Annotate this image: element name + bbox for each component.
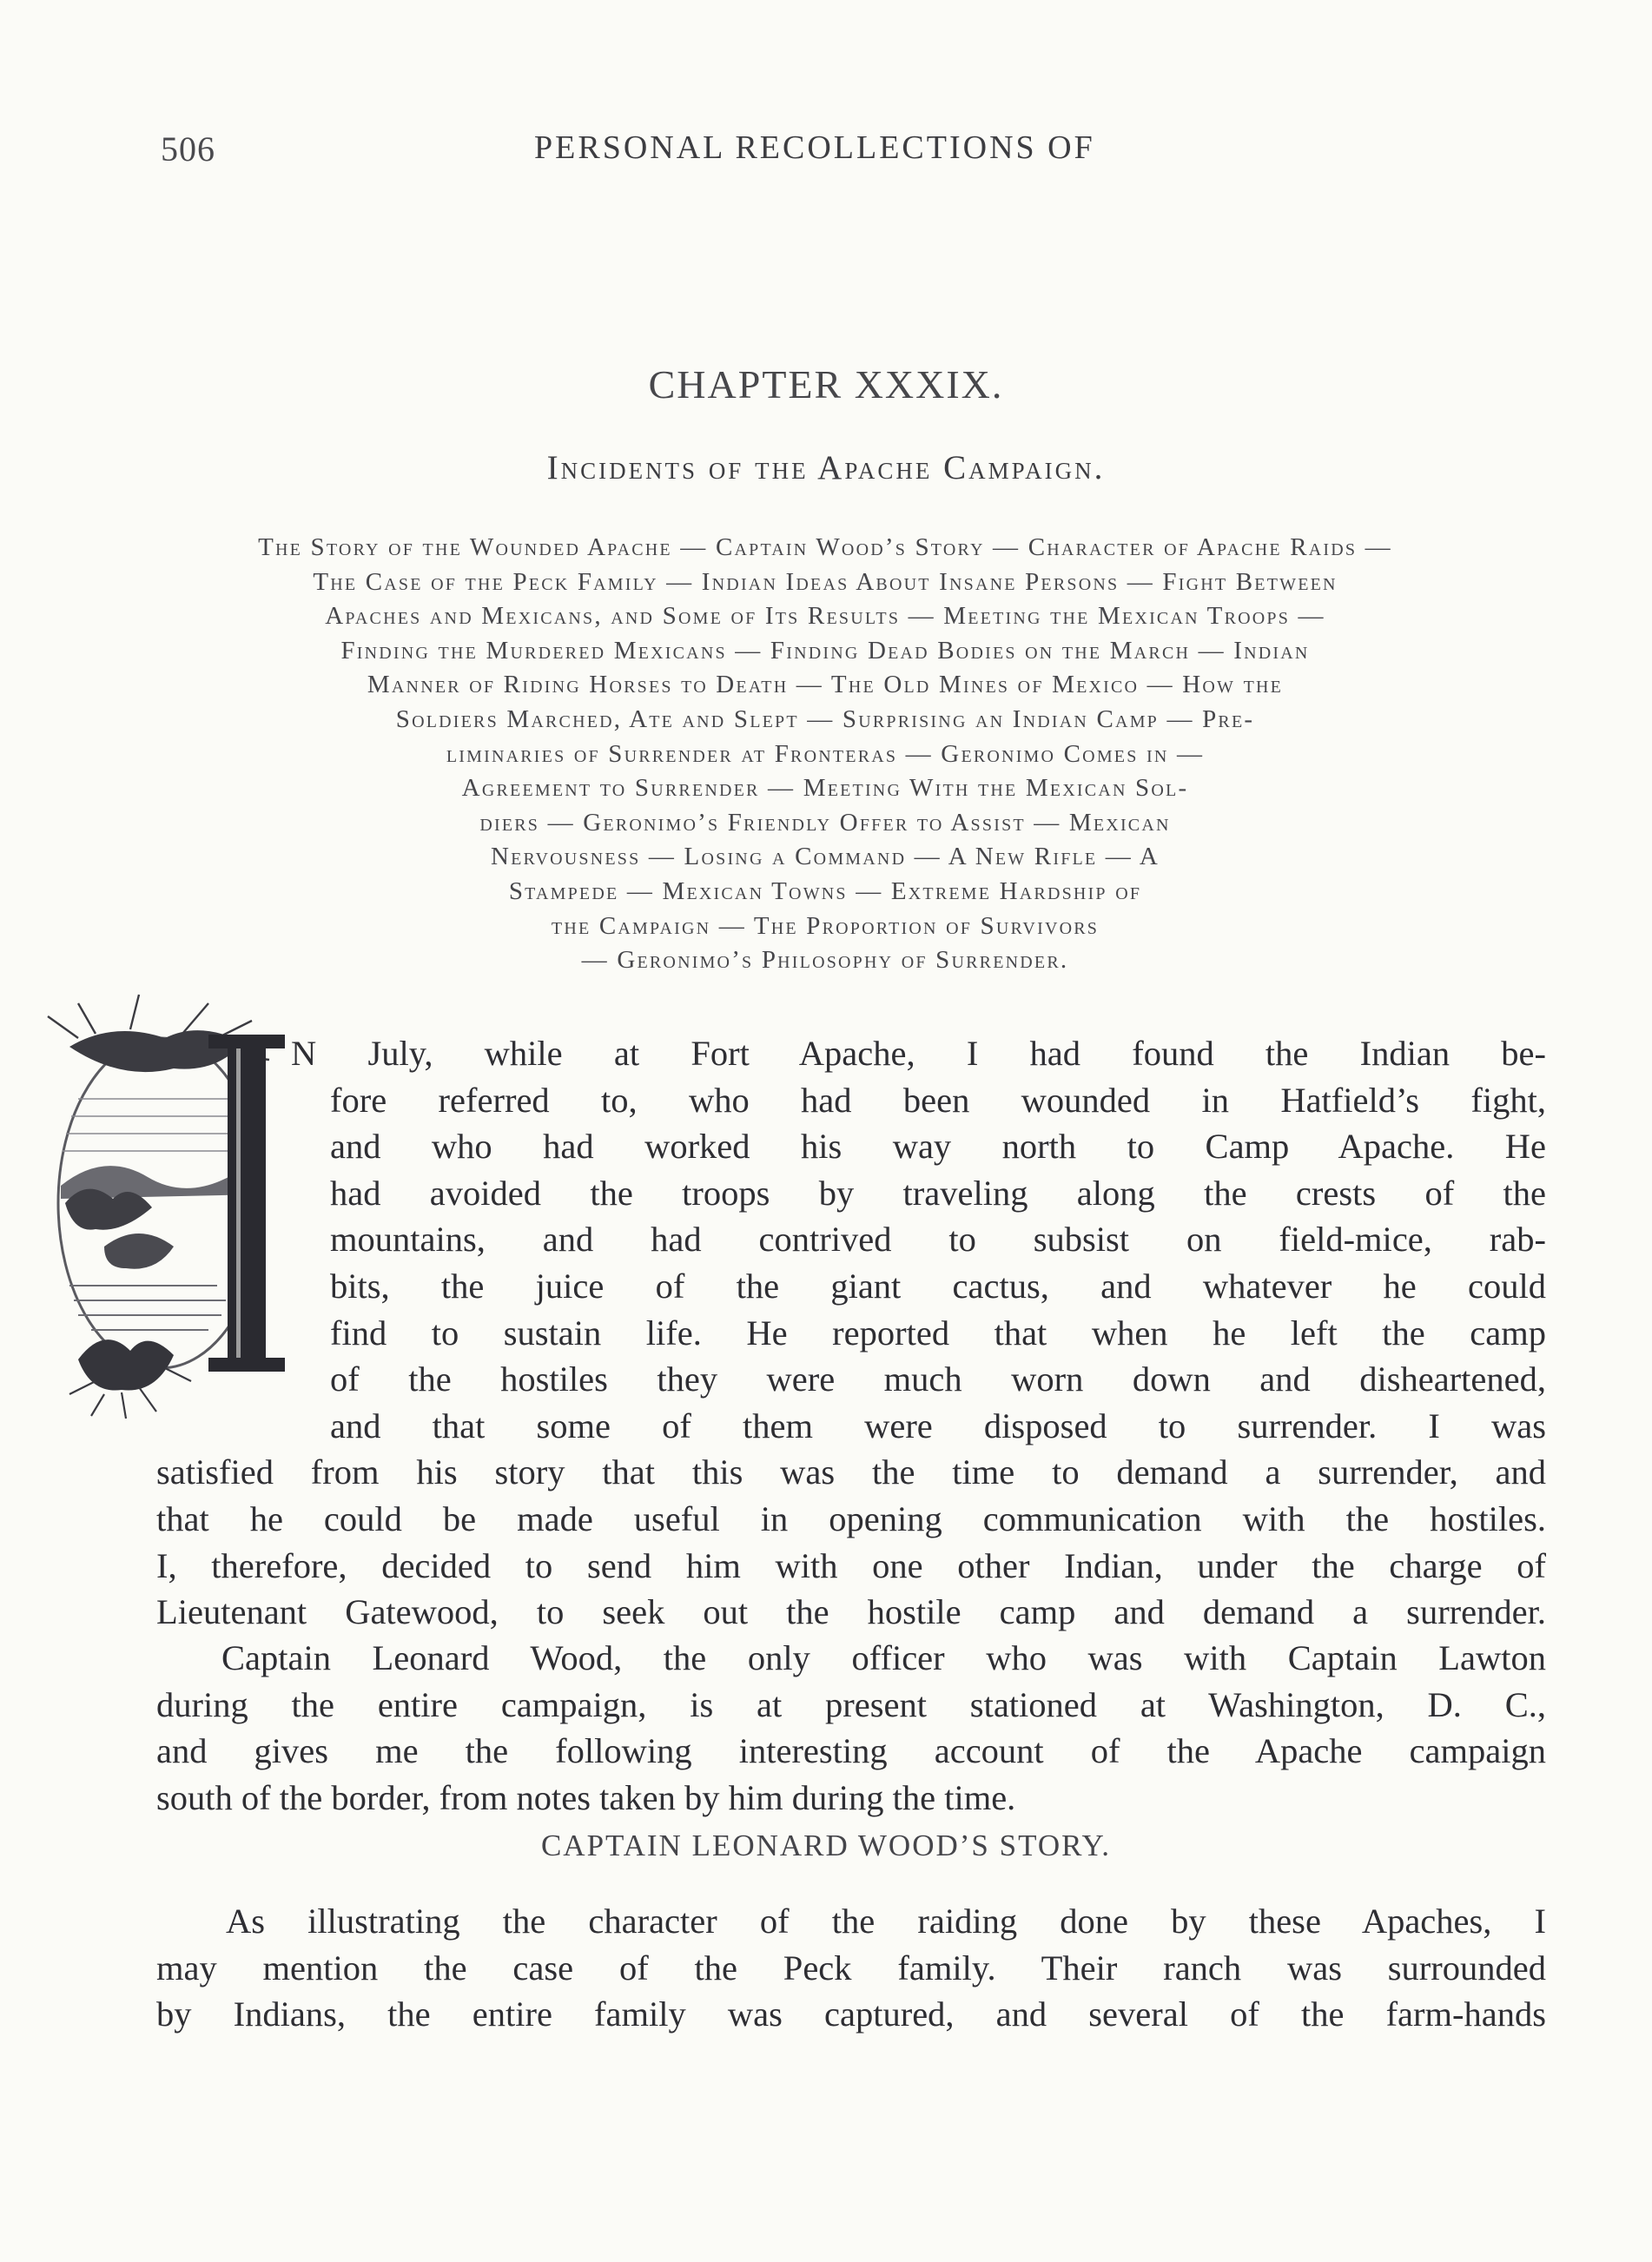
text-line: Lieutenant Gatewood, to seek out the hostile camp and demand a surrender. (156, 1592, 1546, 1632)
text-line: and that some of them were disposed to surrender. I was (330, 1405, 1546, 1445)
text-line: and who had worked his way north to Camp Apache. He (330, 1127, 1546, 1167)
running-head-title: PERSONAL RECOLLECTIONS OF (534, 129, 1095, 166)
paragraph-3 (156, 1898, 1546, 2038)
section-heading: CAPTAIN LEONARD WOOD’S STORY. (540, 1829, 1112, 1862)
text-line: Captain Leonard Wood, the only officer who was with Captain Lawton (221, 1638, 1546, 1677)
text-line: bits, the juice of the giant cactus, and whatever he could (330, 1266, 1546, 1306)
synopsis-line: Finding the Murdered Mexicans — Finding Dead Bodies on the March — Indian (340, 636, 1310, 665)
text-line: of the hostiles they were much worn down and disheartened, (330, 1359, 1546, 1399)
chapter-title: CHAPTER XXXIX. (648, 362, 1004, 407)
synopsis-line: Manner of Riding Horses to Death — The Old Mines of Mexico — How the (367, 671, 1284, 699)
text-line: fore referred to, who had been wounded in Hatfield’s fight, (330, 1080, 1546, 1120)
text-line: mountains, and had contrived to subsist on field-mice, rab- (330, 1220, 1546, 1260)
text-line: had avoided the troops by traveling along the crests of the (330, 1173, 1546, 1213)
text-line: during the entire campaign, is at present stationed at Washington, D. C., (156, 1684, 1546, 1724)
synopsis-line: Nervousness — Losing a Command — A New Rifle — A (491, 843, 1160, 871)
text-line: may mention the case of the Peck family. Their ranch was surrounded (156, 1948, 1546, 1988)
running-head (161, 129, 1550, 172)
paragraph-2 (156, 1635, 1546, 1821)
synopsis-line: diers — Geronimo’s Friendly Offer to Assist — Mexican (479, 808, 1171, 837)
text-line: that he could be made useful in opening communication with the hostiles. (156, 1498, 1546, 1538)
synopsis-line: The Case of the Peck Family — Indian Ideas About Insane Persons — Fight Between (313, 567, 1338, 596)
text-line: N July, while at Fort Apache, I had found the Indian be- (291, 1034, 1546, 1073)
chapter-synopsis (148, 531, 1503, 978)
text-line: by Indians, the entire family was captured, and several of the farm-hands (156, 1994, 1546, 2034)
text-line: As illustrating the character of the raiding done by these Apaches, I (226, 1902, 1546, 1941)
text-line: satisfied from his story that this was the time to demand a surrender, and (156, 1452, 1546, 1492)
paragraph-1 (156, 1030, 1546, 1636)
chapter-subtitle: Incidents of the Apache Campaign. (546, 449, 1106, 486)
text-line: and gives me the following interesting account of the Apache campaign (156, 1731, 1546, 1771)
synopsis-line: Apaches and Mexicans, and Some of Its Results — Meeting the Mexican Troops — (325, 602, 1325, 631)
synopsis-line: Agreement to Surrender — Meeting With the Mexican Sol- (461, 774, 1189, 803)
synopsis-line: liminaries of Surrender at Fronteras — Geronimo Comes in — (446, 739, 1205, 768)
synopsis-line: — Geronimo’s Philosophy of Surrender. (581, 946, 1069, 975)
page-number: 506 (161, 129, 215, 169)
synopsis-line: the Campaign — The Proportion of Survivors (551, 911, 1100, 940)
synopsis-line: Soldiers Marched, Ate and Slept — Surprising an Indian Camp — Pre- (395, 704, 1255, 733)
text-line: south of the border, from notes taken by him during the time. (156, 1777, 1016, 1817)
synopsis-line: The Story of the Wounded Apache — Captain Wood’s Story — Character of Apache Raids — (258, 533, 1392, 561)
text-line: find to sustain life. He reported that when he left the camp (330, 1313, 1546, 1353)
synopsis-line: Stampede — Mexican Towns — Extreme Hardship of (508, 876, 1142, 905)
text-line: I, therefore, decided to send him with one other Indian, under the charge of (156, 1545, 1546, 1585)
